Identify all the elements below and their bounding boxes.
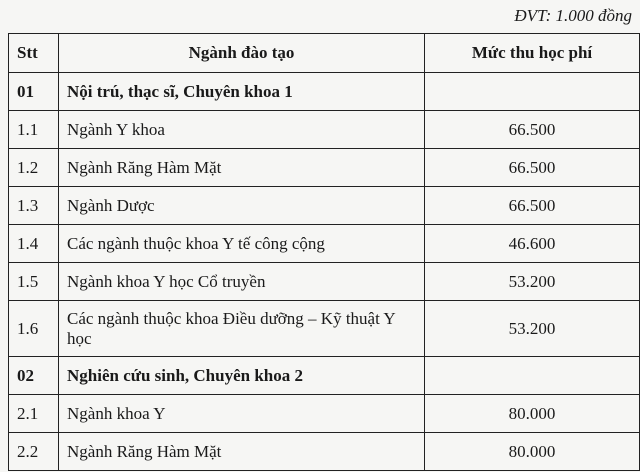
table-row <box>9 263 640 301</box>
group-name: Nghiên cứu sinh, Chuyên khoa 2 <box>59 357 425 395</box>
row-fee: 46.600 <box>425 225 640 263</box>
row-stt: 1.6 <box>9 301 59 357</box>
table-row <box>9 225 640 263</box>
group-stt: 01 <box>9 73 59 111</box>
group-row <box>9 73 640 111</box>
table-row <box>9 433 640 471</box>
group-fee <box>425 357 640 395</box>
row-stt: 1.3 <box>9 187 59 225</box>
row-fee: 53.200 <box>425 263 640 301</box>
header-program: Ngành đào tạo <box>59 34 425 73</box>
group-name: Nội trú, thạc sĩ, Chuyên khoa 1 <box>59 73 425 111</box>
row-stt: 2.2 <box>9 433 59 471</box>
row-fee: 80.000 <box>425 395 640 433</box>
row-program: Ngành Dược <box>59 187 425 225</box>
row-program: Ngành khoa Y học Cổ truyền <box>59 263 425 301</box>
row-stt: 1.4 <box>9 225 59 263</box>
table-row <box>9 395 640 433</box>
table-row <box>9 149 640 187</box>
tuition-table <box>8 33 640 471</box>
row-program: Ngành Răng Hàm Mặt <box>59 433 425 471</box>
table-row <box>9 111 640 149</box>
group-stt: 02 <box>9 357 59 395</box>
row-fee: 66.500 <box>425 187 640 225</box>
row-fee: 66.500 <box>425 111 640 149</box>
row-program: Các ngành thuộc khoa Điều dưỡng – Kỹ thuật Y học <box>59 301 425 357</box>
row-program: Ngành Răng Hàm Mặt <box>59 149 425 187</box>
row-stt: 2.1 <box>9 395 59 433</box>
row-program: Ngành Y khoa <box>59 111 425 149</box>
unit-note: ĐVT: 1.000 đồng <box>514 6 632 25</box>
row-stt: 1.5 <box>9 263 59 301</box>
header-fee: Mức thu học phí <box>425 34 640 73</box>
row-program: Các ngành thuộc khoa Y tế công cộng <box>59 225 425 263</box>
row-fee: 80.000 <box>425 433 640 471</box>
header-row <box>9 34 640 73</box>
row-stt: 1.2 <box>9 149 59 187</box>
row-program: Ngành khoa Y <box>59 395 425 433</box>
header-stt: Stt <box>9 34 59 73</box>
table-row <box>9 301 640 357</box>
row-stt: 1.1 <box>9 111 59 149</box>
table-row <box>9 187 640 225</box>
group-fee <box>425 73 640 111</box>
group-row <box>9 357 640 395</box>
row-fee: 66.500 <box>425 149 640 187</box>
row-fee: 53.200 <box>425 301 640 357</box>
